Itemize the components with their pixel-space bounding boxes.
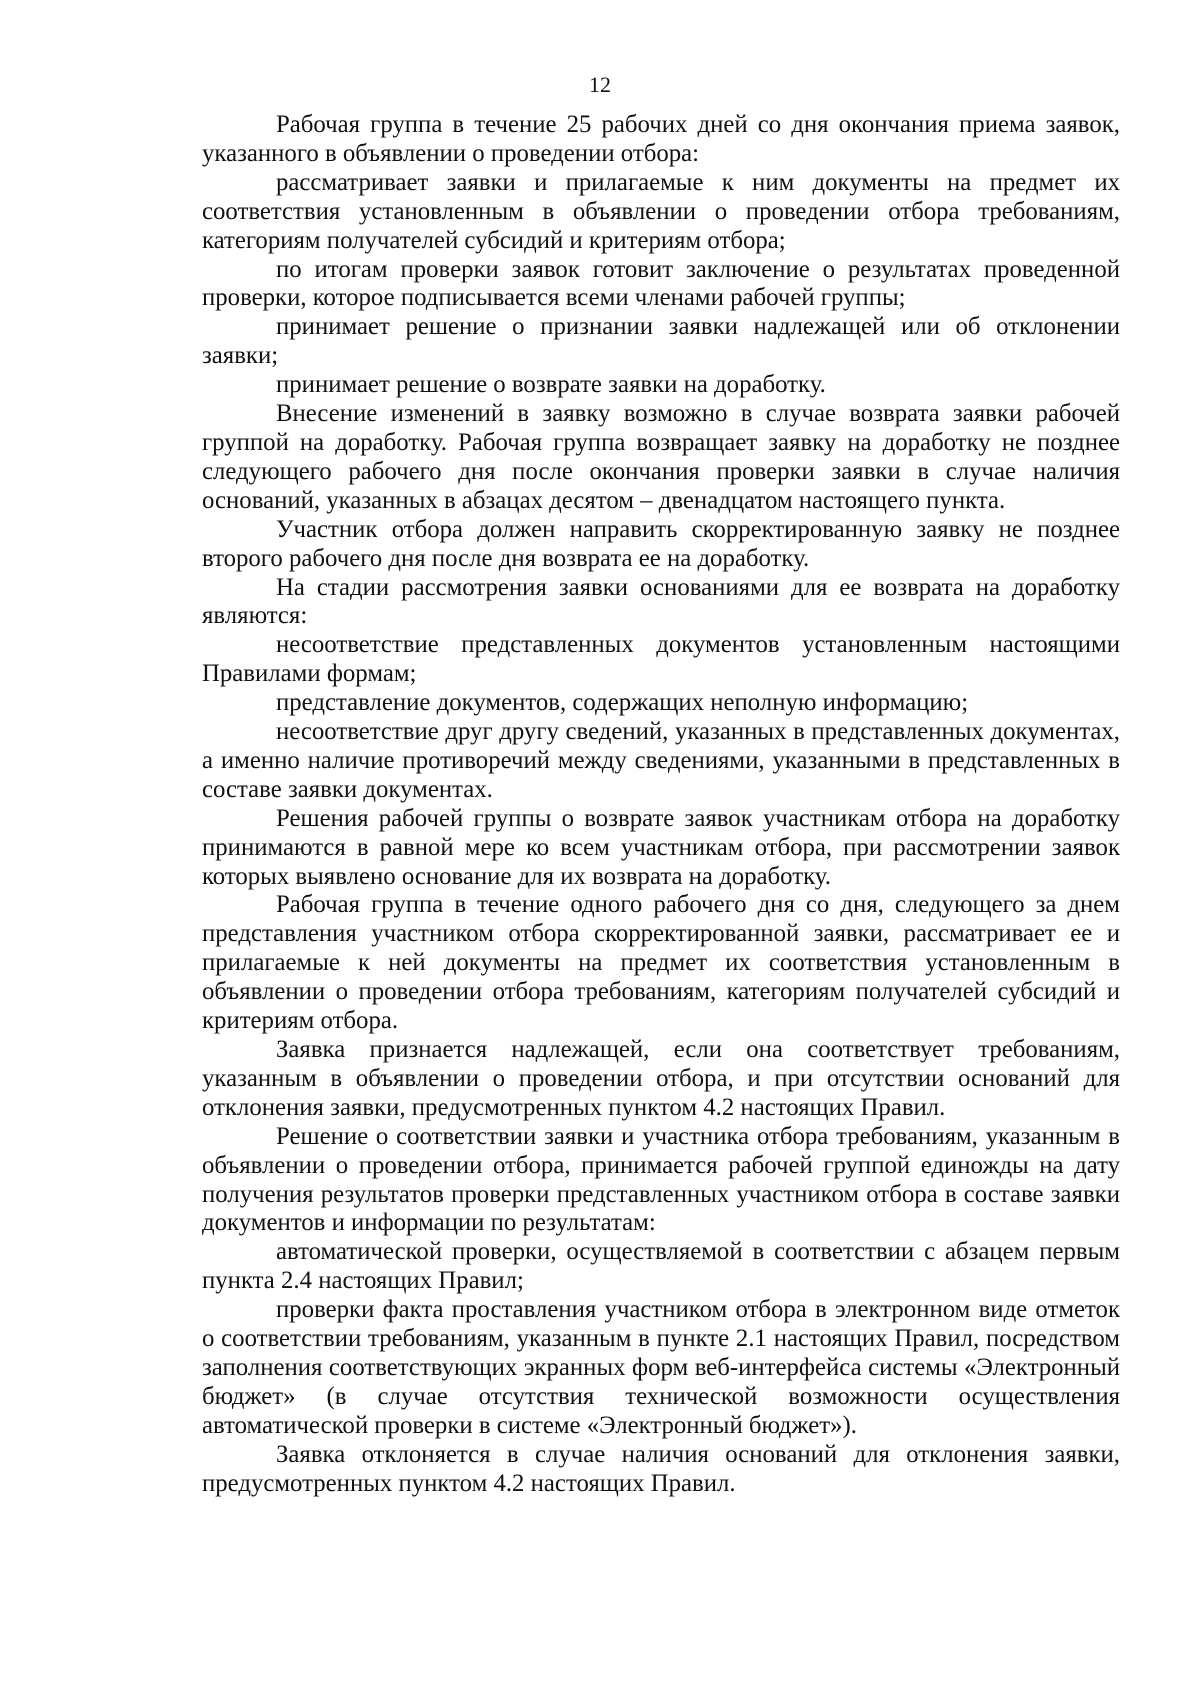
paragraph: автоматической проверки, осуществляемой в соответствии с абзацем первым пункта 2.4 настоящих Правил; xyxy=(202,1238,1120,1295)
paragraph: несоответствие представленных документов установленным настоящими Правилами формам; xyxy=(202,631,1120,688)
paragraph: Внесение изменений в заявку возможно в случае возврата заявки рабочей группой на доработку. Рабочая группа возвращает заявку на доработку не позднее следующего рабочего дня после окончания проверки заявки в случае наличия оснований, указанных в абзацах десятом – двенадцатом настоящего пункта. xyxy=(202,400,1120,514)
paragraph: На стадии рассмотрения заявки основаниями для ее возврата на доработку являются: xyxy=(202,573,1120,630)
paragraph: Заявка отклоняется в случае наличия оснований для отклонения заявки, предусмотренных пунктом 4.2 настоящих Правил. xyxy=(202,1440,1120,1497)
paragraph: проверки факта проставления участником отбора в электронном виде отметок о соответствии требованиям, указанным в пункте 2.1 настоящих Правил, посредством заполнения соответствующих экранных форм веб-интерфейса системы «Электронный бюджет» (в случае отсутствия технической возможности осуществления автоматической проверки в системе «Электронный бюджет»). xyxy=(202,1296,1120,1439)
paragraph: Рабочая группа в течение 25 рабочих дней со дня окончания приема заявок, указанного в объявлении о проведении отбора: xyxy=(202,111,1120,167)
paragraph: Рабочая группа в течение одного рабочего дня со дня, следующего за днем представления участником отбора скорректированной заявки, рассматривает ее и прилагаемые к ней документы на предмет их соответствия установленным в объявлении о проведении отбора требованиям, категориям получателей субсидий и критериям отбора. xyxy=(202,891,1120,1035)
paragraph: принимает решение о признании заявки надлежащей или об отклонении заявки; xyxy=(202,313,1120,370)
paragraph: Заявка признается надлежащей, если она соответствует требованиям, указанным в объявлении о проведении отбора, и при отсутствии оснований для отклонения заявки, предусмотренных пунктом 4.2 настоящих Правил. xyxy=(202,1036,1120,1121)
paragraph: по итогам проверки заявок готовит заключение о результатах проведенной проверки, которое подписывается всеми членами рабочей группы; xyxy=(202,255,1120,312)
page-number: 12 xyxy=(589,72,611,97)
paragraph: несоответствие друг другу сведений, указанных в представленных документах, а именно наличие противоречий между сведениями, указанными в представленных в составе заявки документах. xyxy=(202,718,1120,803)
paragraph: принимает решение о возврате заявки на доработку. xyxy=(276,371,826,399)
document-body xyxy=(202,111,1120,1499)
paragraph: представление документов, содержащих неполную информацию; xyxy=(276,689,969,717)
paragraph: Решения рабочей группы о возврате заявок участникам отбора на доработку принимаются в равной мере ко всем участникам отбора, при рассмотрении заявок которых выявлено основание для их возврата на доработку. xyxy=(202,804,1120,890)
paragraph: рассматривает заявки и прилагаемые к ним документы на предмет их соответствия установленным в объявлении о проведении отбора требованиям, категориям получателей субсидий и критериям отбора; xyxy=(202,168,1120,254)
paragraph: Решение о соответствии заявки и участника отбора требованиям, указанным в объявлении о проведении отбора, принимается рабочей группой единожды на дату получения результатов проверки представленных участником отбора в составе заявки документов и информации по результатам: xyxy=(202,1122,1120,1237)
paragraph: Участник отбора должен направить скорректированную заявку не позднее второго рабочего дня после дня возврата ее на доработку. xyxy=(202,515,1120,572)
